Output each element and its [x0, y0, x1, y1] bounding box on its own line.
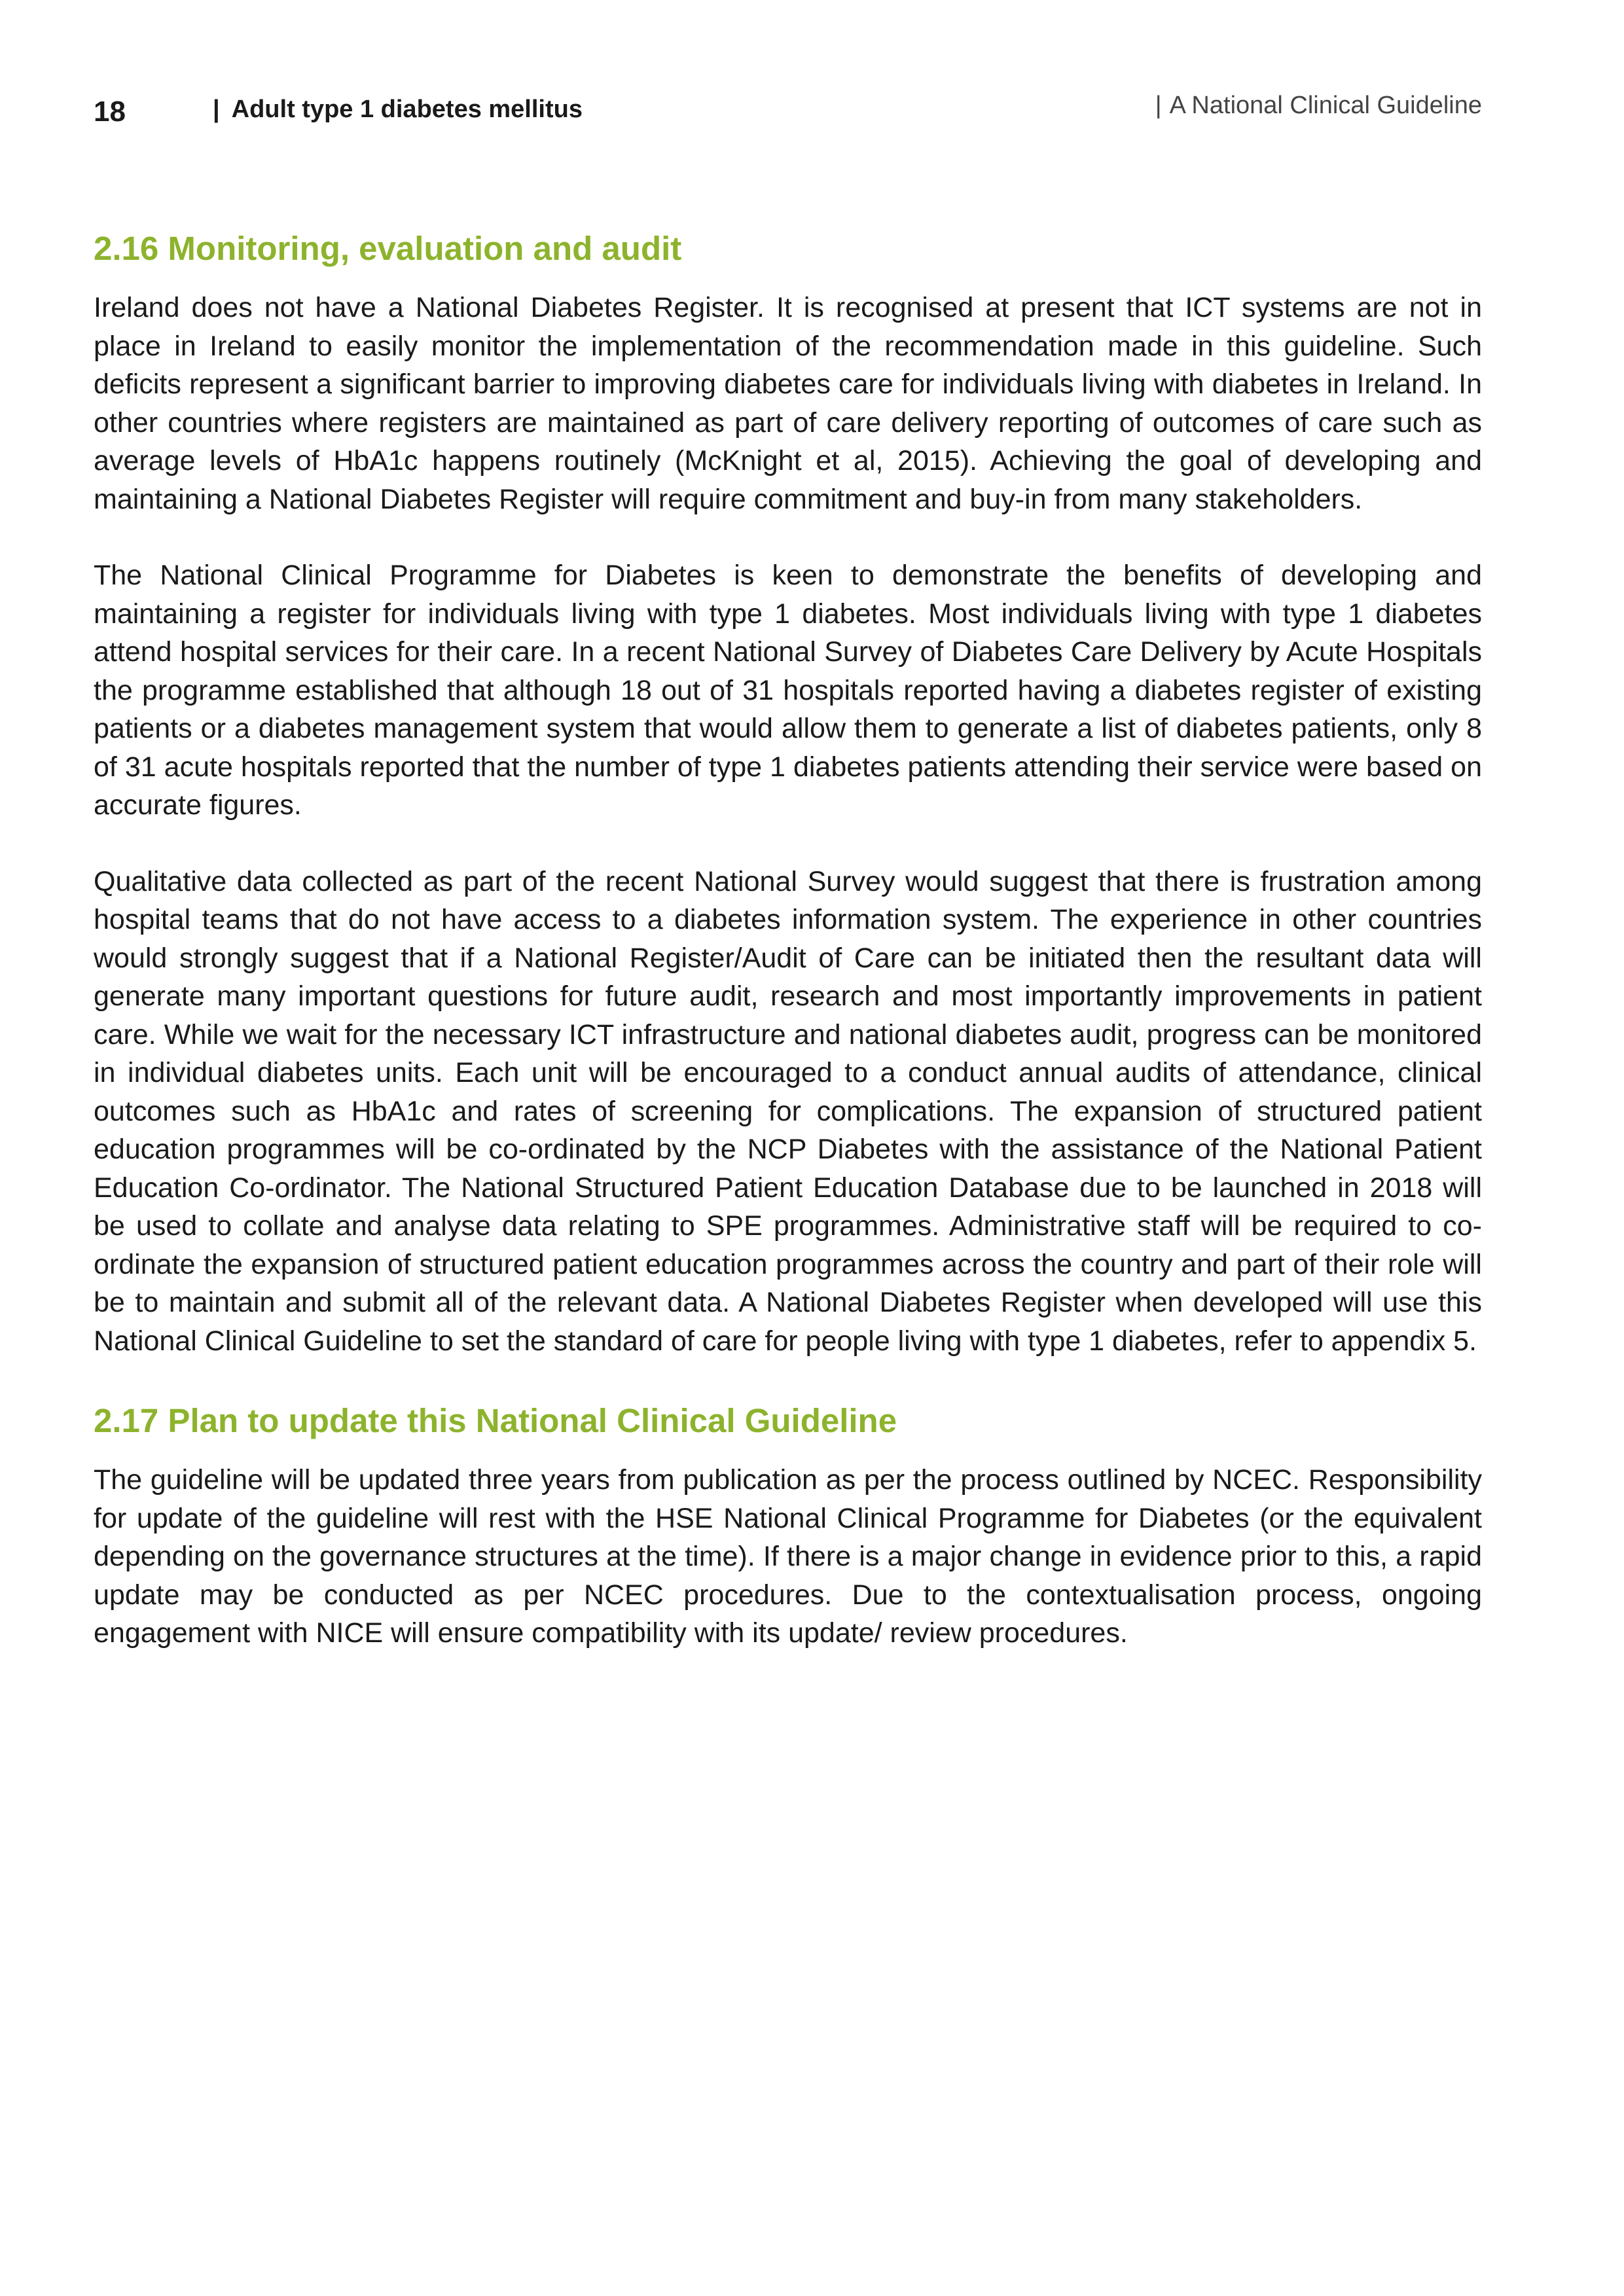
- section-heading: 2.16 Monitoring, evaluation and audit: [94, 230, 682, 267]
- page-header: [94, 90, 1482, 136]
- paragraph: Ireland does not have a National Diabetes Register. It is recognised at present that ICT systems are not in place in Ireland to easily monitor the implementation of the recommendation made in this guideline. Such deficits represent a significant barrier to improving diabetes care for individuals living with diabetes in Ireland. In other countries where registers are maintained as part of care delivery reporting of outcomes of care such as average levels of HbA1c happens routinely (McKnight et al, 2015). Achieving the goal of developing and maintaining a National Diabetes Register will require commitment and buy-in from many stakeholders.: [94, 292, 1482, 515]
- series-title-text: A National Clinical Guideline: [1169, 92, 1482, 119]
- paragraph: The guideline will be updated three years from publication as per the process outlined by NCEC. Responsibility for update of the guideline will rest with the HSE National Clinical Programme for Diabetes (or the equivalent depending on the governance structures at the time). If there is a major change in evidence prior to this, a rapid update may be conducted as per NCEC procedures. Due to the contextualisation process, ongoing engagement with NICE will ensure compatibility with its update/ review procedures.: [94, 1464, 1482, 1649]
- paragraph: The National Clinical Programme for Diabetes is keen to demonstrate the benefits of developing and maintaining a register for individuals living with type 1 diabetes. Most individuals living with type 1 diabetes attend hospital services for their care. In a recent National Survey of Diabetes Care Delivery by Acute Hospitals the programme established that although 18 out of 31 hospitals reported having a diabetes register of existing patients or a diabetes management system that would allow them to generate a list of diabetes patients, only 8 of 31 acute hospitals reported that the number of type 1 diabetes patients attending their service were based on accurate figures.: [94, 560, 1482, 821]
- running-title-text: Adult type 1 diabetes mellitus: [231, 96, 583, 123]
- section-update-plan: [94, 1398, 1482, 1653]
- series-title: [1155, 92, 1482, 120]
- page-body: [94, 226, 1482, 1691]
- series-separator: |: [1155, 92, 1162, 119]
- paragraph: Qualitative data collected as part of the recent National Survey would suggest that there is frustration among hospital teams that do not have access to a diabetes information system. The experience in other countries would strongly suggest that if a National Register/Audit of Care can be initiated then the resultant data will generate many important questions for future audit, research and most importantly improvements in patient care. While we wait for the necessary ICT infrastructure and national diabetes audit, progress can be monitored in individual diabetes units. Each unit will be encouraged to a conduct annual audits of attendance, clinical outcomes such as HbA1c and rates of screening for complications. The expansion of structured patient education programmes will be co-ordinated by the NCP Diabetes with the assistance of the National Patient Education Co-ordinator. The National Structured Patient Education Database due to be launched in 2018 will be used to collate and analyse data relating to SPE programmes. Administrative staff will be required to co-ordinate the expansion of structured patient education programmes across the country and part of their role will be to maintain and submit all of the relevant data. A National Diabetes Register when developed will use this National Clinical Guideline to set the standard of care for people living with type 1 diabetes, refer to appendix 5.: [94, 865, 1482, 1357]
- page-number: 18: [94, 96, 126, 128]
- header-separator: |: [213, 96, 220, 123]
- section-monitoring: [94, 226, 1482, 1360]
- running-title: [213, 96, 583, 124]
- section-heading: 2.17 Plan to update this National Clinical Guideline: [94, 1402, 897, 1439]
